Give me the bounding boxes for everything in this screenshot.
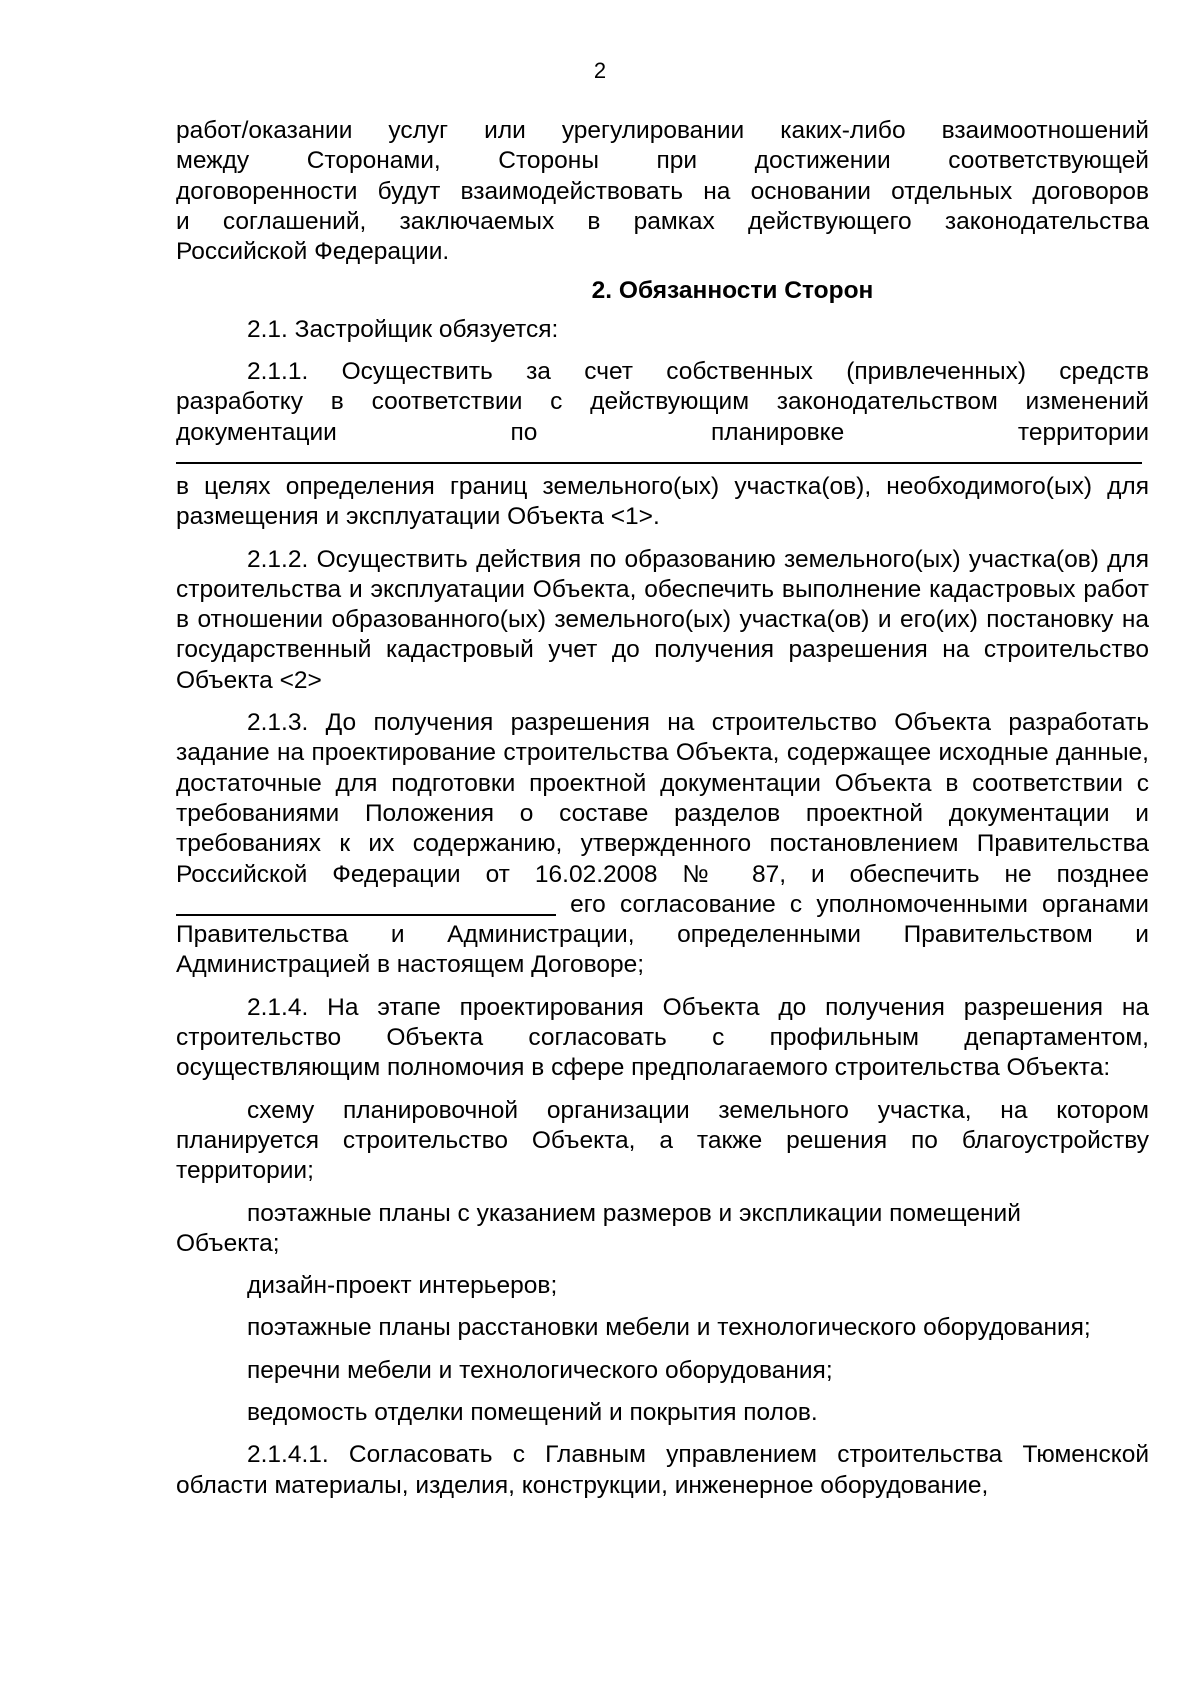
intro-line-4: и соглашений, заключаемых в рамках действующего законодательства	[176, 207, 1149, 235]
clause-2-1-1-line-2: разработку в соответствии с действующим законодательством изменений	[176, 388, 1149, 416]
fill-in-line	[176, 462, 1142, 464]
list-item-2: поэтажные планы с указанием размеров и экспликации помещений Объекта;	[176, 1199, 1021, 1257]
intro-line-1: работ/оказании услуг или урегулировании каких-либо взаимоотношений	[176, 117, 1149, 144]
clause-2-1-1-continuation: в целях определения границ земельного(ых) участка(ов), необходимого(ых) для размещения и эксплуатации Объекта <1>.	[176, 472, 1149, 531]
list-item-1: схему планировочной организации земельного участка, на котором планируется строительство Объекта, а также решения по благоустройству территории;	[176, 1096, 1149, 1185]
list-item-4: поэтажные планы расстановки мебели и технологического оборудования;	[247, 1314, 1091, 1342]
clause-2-1: 2.1. Застройщик обязуется:	[247, 315, 559, 343]
clause-2-1-1-line-3: документации по планировке территории	[176, 418, 1149, 446]
page-number: 2	[593, 58, 607, 83]
clause-2-1-1-line-1: 2.1.1. Осуществить за счет собственных (привлеченных) средств	[247, 358, 1149, 386]
clause-2-1-3	[176, 708, 1149, 981]
list-item-5: перечни мебели и технологического оборудования;	[247, 1356, 833, 1384]
list-item-6: ведомость отделки помещений и покрытия полов.	[247, 1398, 818, 1426]
document-body	[176, 116, 1149, 1501]
intro-line-5: Российской Федерации.	[176, 238, 450, 266]
clause-2-1-4: 2.1.4. На этапе проектирования Объекта до получения разрешения на строительство Объекта согласовать с профильным департаментом, осуществляющим полномочия в сфере предполагаемого строительства Объекта:	[176, 993, 1149, 1082]
intro-line-3: договоренности будут взаимодействовать на основании отдельных договоров	[176, 177, 1149, 205]
clause-2-1-3-text-2: его согласование с уполномоченными органами Правительства и Администрации, определенными Правительством и Администрацией в настоящем Договоре;	[176, 890, 1149, 979]
clause-2-1-4-1: 2.1.4.1. Согласовать с Главным управлением строительства Тюменской области материалы, изделия, конструкции, инженерное оборудование,	[176, 1441, 1149, 1499]
clause-2-1-3-text-1: 2.1.3. До получения разрешения на строительство Объекта разработать задание на проектирование строительства Объекта, содержащее исходные данные, достаточные для подготовки проектной документации Объекта в соответствии с требованиями Положения о составе разделов проектной документации и требованиях к их содержанию, утвержденного постановлением Правительства Российской Федерации от 16.02.2008 № 87, и обеспечить не позднее	[176, 709, 1149, 888]
clause-2-1-2: 2.1.2. Осуществить действия по образованию земельного(ых) участка(ов) для строительства и эксплуатации Объекта, обеспечить выполнение кадастровых работ в отношении образованного(ых) земельного(ых) участка(ов) и его(их) постановку на государственный кадастровый учет до получения разрешения на строительство Объекта <2>	[176, 545, 1149, 694]
intro-line-2: между Сторонами, Стороны при достижении соответствующей	[176, 147, 1149, 175]
section-title: 2. Обязанности Сторон	[591, 277, 874, 305]
list-item-3: дизайн-проект интерьеров;	[247, 1272, 558, 1300]
date-blank	[176, 892, 556, 916]
